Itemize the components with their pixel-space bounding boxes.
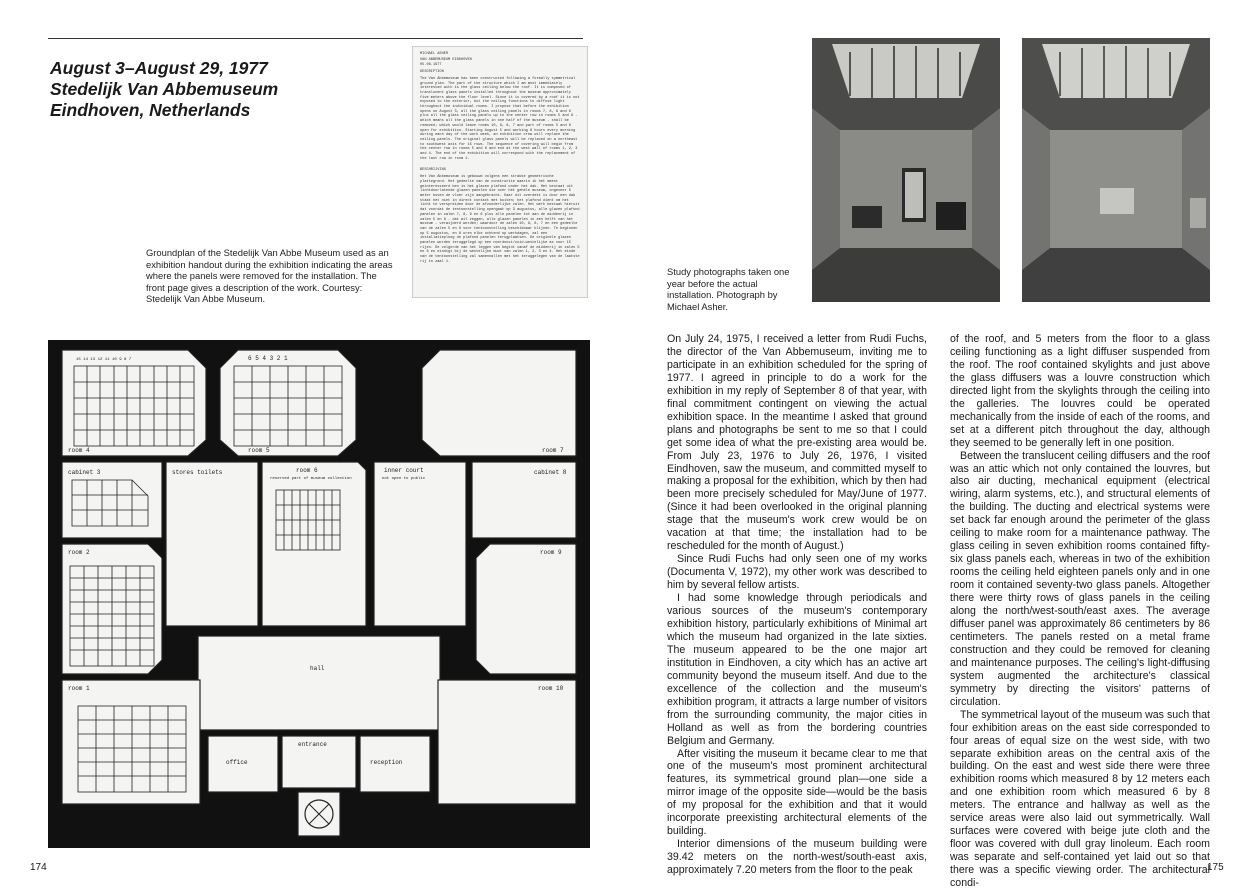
plan-label-room1: room 1 <box>68 685 90 692</box>
header-rule <box>48 38 583 39</box>
plan-label-room5: room 5 <box>248 447 270 454</box>
title-line-city: Eindhoven, Netherlands <box>50 100 251 120</box>
plan-row-numbers-left: 15 14 13 12 11 10 9 8 7 <box>76 358 132 362</box>
plan-label-room10: room 10 <box>538 685 564 692</box>
photo-caption: Study photographs taken one year before the actual installation. Photograph by Michael Asher. <box>667 266 790 312</box>
plan-stores <box>166 462 258 626</box>
handout-header-museum: VAN ABBEMUSEUM EINDHOVEN <box>420 57 472 62</box>
plan-hall <box>178 636 460 730</box>
plan-label-room6-sub: reserved part of museum collection <box>270 477 352 481</box>
groundplan-caption: Groundplan of the Stedelijk Van Abbe Museum used as an exhibition handout during the exhibition indicating the areas where the panels were removed for the installation. The front page gives a description of the work. Courtesy: Stedelijk Van Abbe Museum. <box>146 247 393 305</box>
col1-para-4: After visiting the museum it became clear to me that one of the museum's most prominent architectural features, its symmetrical ground plan—one side a mirror image of the opposite side—would be the basis of my proposal for the exhibition and that it would incorporate preexisting architectural elements of the building. <box>667 747 927 838</box>
groundplan-drawing <box>48 340 590 848</box>
handout-heading-en: DESCRIPTION <box>420 70 444 75</box>
title-line-museum: Stedelijk Van Abbemuseum <box>50 79 279 99</box>
page-number-left: 174 <box>30 862 47 873</box>
plan-row-numbers-mid: 6 5 4 3 2 1 <box>248 355 288 362</box>
plan-inner-court <box>374 462 466 626</box>
page-title <box>50 58 278 121</box>
plan-room-6 <box>262 462 366 626</box>
study-photo-right-image <box>1022 38 1210 302</box>
plan-label-entrance: entrance <box>298 741 327 748</box>
study-photo-left <box>812 38 1000 302</box>
plan-label-hall: hall <box>310 665 325 672</box>
plan-label-room9: room 9 <box>540 549 562 556</box>
plan-label-inner-court-sub: not open to public <box>382 477 426 481</box>
exhibition-handout-document <box>412 46 588 298</box>
plan-label-reception: reception <box>370 759 403 766</box>
page-number-right: 175 <box>1207 862 1224 873</box>
col1-para-5: Interior dimensions of the museum building were 39.42 meters on the north-west/south-east axis, approximately 7.20 meters from the floor to the peak <box>667 838 927 877</box>
entry-arrow-icon <box>312 838 326 846</box>
plan-label-room2: room 2 <box>68 549 90 556</box>
col1-para-1: On July 24, 1975, I received a letter from Rudi Fuchs, the director of the Van Abbemuseum, inviting me to participate in an exhibition scheduled for the spring of 1977. I agreed in principle to do a work for the exhibition in my reply of September 8 of that year, with final commitment contingent on viewing the actual exhibition space. In the meantime I asked that ground plans and photographs be sent to me so that I could get some idea of what the pre-existing area would be. From July 23, 1976 to July 26, 1976, I visited Eindhoven, saw the museum, and committed myself to making a proposal for the exhibition, which by then had been more precisely scheduled for May/June of 1977. (Since it had been overlooked in the original planning stage that the museum's work crew would be on vacation at that time; the installation had to be rescheduled for the month of August.) <box>667 333 927 553</box>
col1-para-2: Since Rudi Fuchs had only seen one of my works (Documenta V, 1972), my other work was described to him by several fellow artists. <box>667 553 927 592</box>
body-text-column-2 <box>950 333 1210 890</box>
plan-label-inner-court: inner court <box>384 467 424 474</box>
plan-room-7 <box>422 350 576 456</box>
museum-groundplan <box>48 340 590 848</box>
plan-label-cabinet3: cabinet 3 <box>68 469 101 476</box>
handout-date: 05.06.1977 <box>420 63 442 68</box>
body-text-column-1 <box>667 333 927 877</box>
handout-text-en: The Van Abbemuseum has been constructed following a formally symmetrical ground plan. The part of the structure which I am most immediately interested with is the glass ceiling below the roof. It is composed of translucent glass panels installed throughout the museum approximately five meters above the floor level. Since it is covered by a roof it is not exposed to the exterior, but the ceiling functions to diffuse light throughout the individual rooms. I propose that before the exhibition opens on August 3, all the glass ceiling panels in rooms 7, 8, 9 and 6 plus all the glass ceiling panels up to the center row in rooms 5 and 6 - which means all the glass panels in one half of the museum - shall be removed; which would leave rooms 10, 9, 8, 7 and part of rooms 5 and 6 open for exhibition. Starting August 5 and working 8 hours every morning during each day of the work week, an exhibition crew will replace the ceiling panels. The original glass panels will be replaced on a northeast to southwest axis for 15 rows. The sequence of covering will begin from the center row in rooms 5 and 6 and end at the west wall of rooms 1, 2, 3 and 4. The end of the exhibition will correspond with the replacement of the last row in room 1. <box>420 76 582 161</box>
plan-label-room7: room 7 <box>542 447 564 454</box>
study-photo-right <box>1022 38 1210 302</box>
plan-label-stores: stores toilets <box>172 469 223 476</box>
handout-header-artist: MICHAEL ASHER <box>420 52 449 56</box>
plan-room-10 <box>438 680 576 804</box>
plan-label-cabinet8: cabinet 8 <box>534 469 567 476</box>
col2-para-1: of the roof, and 5 meters from the floor to a glass ceiling functioning as a light diffuser suspended from the roof. The roof contained skylights and just above the glass diffusers was a louvre construction which directed light from the skylights through the ceiling into the galleries. The louvres could be operated mechanically from the inside of each of the rooms, and set at a different pitch throughout the day, although they seemed to be generally left in one position. <box>950 333 1210 449</box>
handout-heading-nl: BESCHRIJVING <box>420 168 446 173</box>
plan-label-room6: room 6 <box>296 467 318 474</box>
handout-text-nl: Het Van Abbemuseum is gebouwd volgens een strakke geometrische plattegrond. Het gedeelte van de constructie waarin ik het meest geïnteresseerd ben is het glazen plafond onder het dak. Het bestaat uit lichtdoorlatende glazen panelen die over het gehele museum, ongeveer 5 meter boven de vloer zijn aangebracht. Daar dit overdekt is door een dak staat het niet in direct contact met buiten; het plafond dient om het licht te verspreiden door de afzonderlijke zalen. Het werk bestaat hieruit dat voordat de tentoonstelling opengaat op 3 augustus, alle glazen plafond panelen in zalen 7, 8, 9 en 6 plus alle panelen tot aan de middenrij in zalen 5 en 6 - dat wil zeggen, alle glazen panelen in een helft van het museum - verwijderd worden; waardoor de zalen 10, 9, 8, 7 en een gedeelte van de zalen 5 en 6 voor tentoonstelling beschikbaar blijven. Te beginnen op 5 augustus, en 8 uren elke ochtend op werkdagen, zal een installatieploeg de plafond panelen terugplaatsen. De originele glazen panelen worden teruggelegd op een noordoost/zuid-westelijke as voor 15 rijen. De volgorde van het leggen van begint vanaf de middenrij in zalen 5 en 6 en eindigt bij de westelijke muur van zalen 1, 2, 3 en 4. Het einde van de tentoonstelling zal samenvallen met het teruggelegen van de laatste rij in zaal 1. <box>420 175 582 264</box>
col1-para-3: I had some knowledge through periodicals and various sources of the museum's contemporary exhibition history, particularly exhibitions of Minimal art which the museum had organized in the late sixties. The museum appeared to be the one major art institution in Eindhoven, a city which has an active art community beyond the museum itself. And due to the excellence of the collection and the museum's exhibition program, it attracts a large number of visitors from the surrounding community, the major cities in Holland as well as from the bordering countries Belgium and Germany. <box>667 592 927 747</box>
title-line-dates: August 3–August 29, 1977 <box>50 58 268 78</box>
study-photo-left-image <box>812 38 1000 302</box>
plan-label-office: office <box>226 759 248 766</box>
col2-para-2: Between the translucent ceiling diffusers and the roof was an attic which not only contained the louvres, but also air ducting, mechanical equipment (electrical wiring, alarm systems, etc.), and structural elements of the building. The ducting and electrical systems were set back far enough around the perimeter of the glass ceiling to make room for a maintenance pathway. The glass ceiling in seven exhibition rooms contained fifty-six glass panels each, whereas in two of the exhibition rooms the ceiling held eighteen panels only and in one room it contained seventy-two glass panels. Altogether there were thirty rows of glass panels in the ceiling along the north/west-south/east axes. The average diffuser panel was approximately 86 centimeters by 86 centimeters. The panels rested on a metal frame construction and they could be removed for cleaning and maintenance purposes. The ceiling's light-diffusing system augmented the architecture's classical symmetry by directing the visitors' patterns of circulation. <box>950 449 1210 708</box>
col2-para-3: The symmetrical layout of the museum was such that four exhibition areas on the east side corresponded to four areas of equal size on the west side, with two separate exhibition areas on the central axis of the building. On the east and west side there were three exhibition rooms which measured 8 by 12 meters each and one exhibition room which measured 6 by 8 meters. The entrance and hallway as well as the service areas were also laid out symmetrically. Wall surfaces were covered with beige jute cloth and the floor was covered with dull gray linoleum. Each room was separate and self-contained yet laid out so that there was a specific viewing order. The architectural condi- <box>950 708 1210 890</box>
plan-label-room4: room 4 <box>68 447 90 454</box>
plan-room-1 <box>62 680 200 804</box>
plan-room-9 <box>476 544 576 674</box>
